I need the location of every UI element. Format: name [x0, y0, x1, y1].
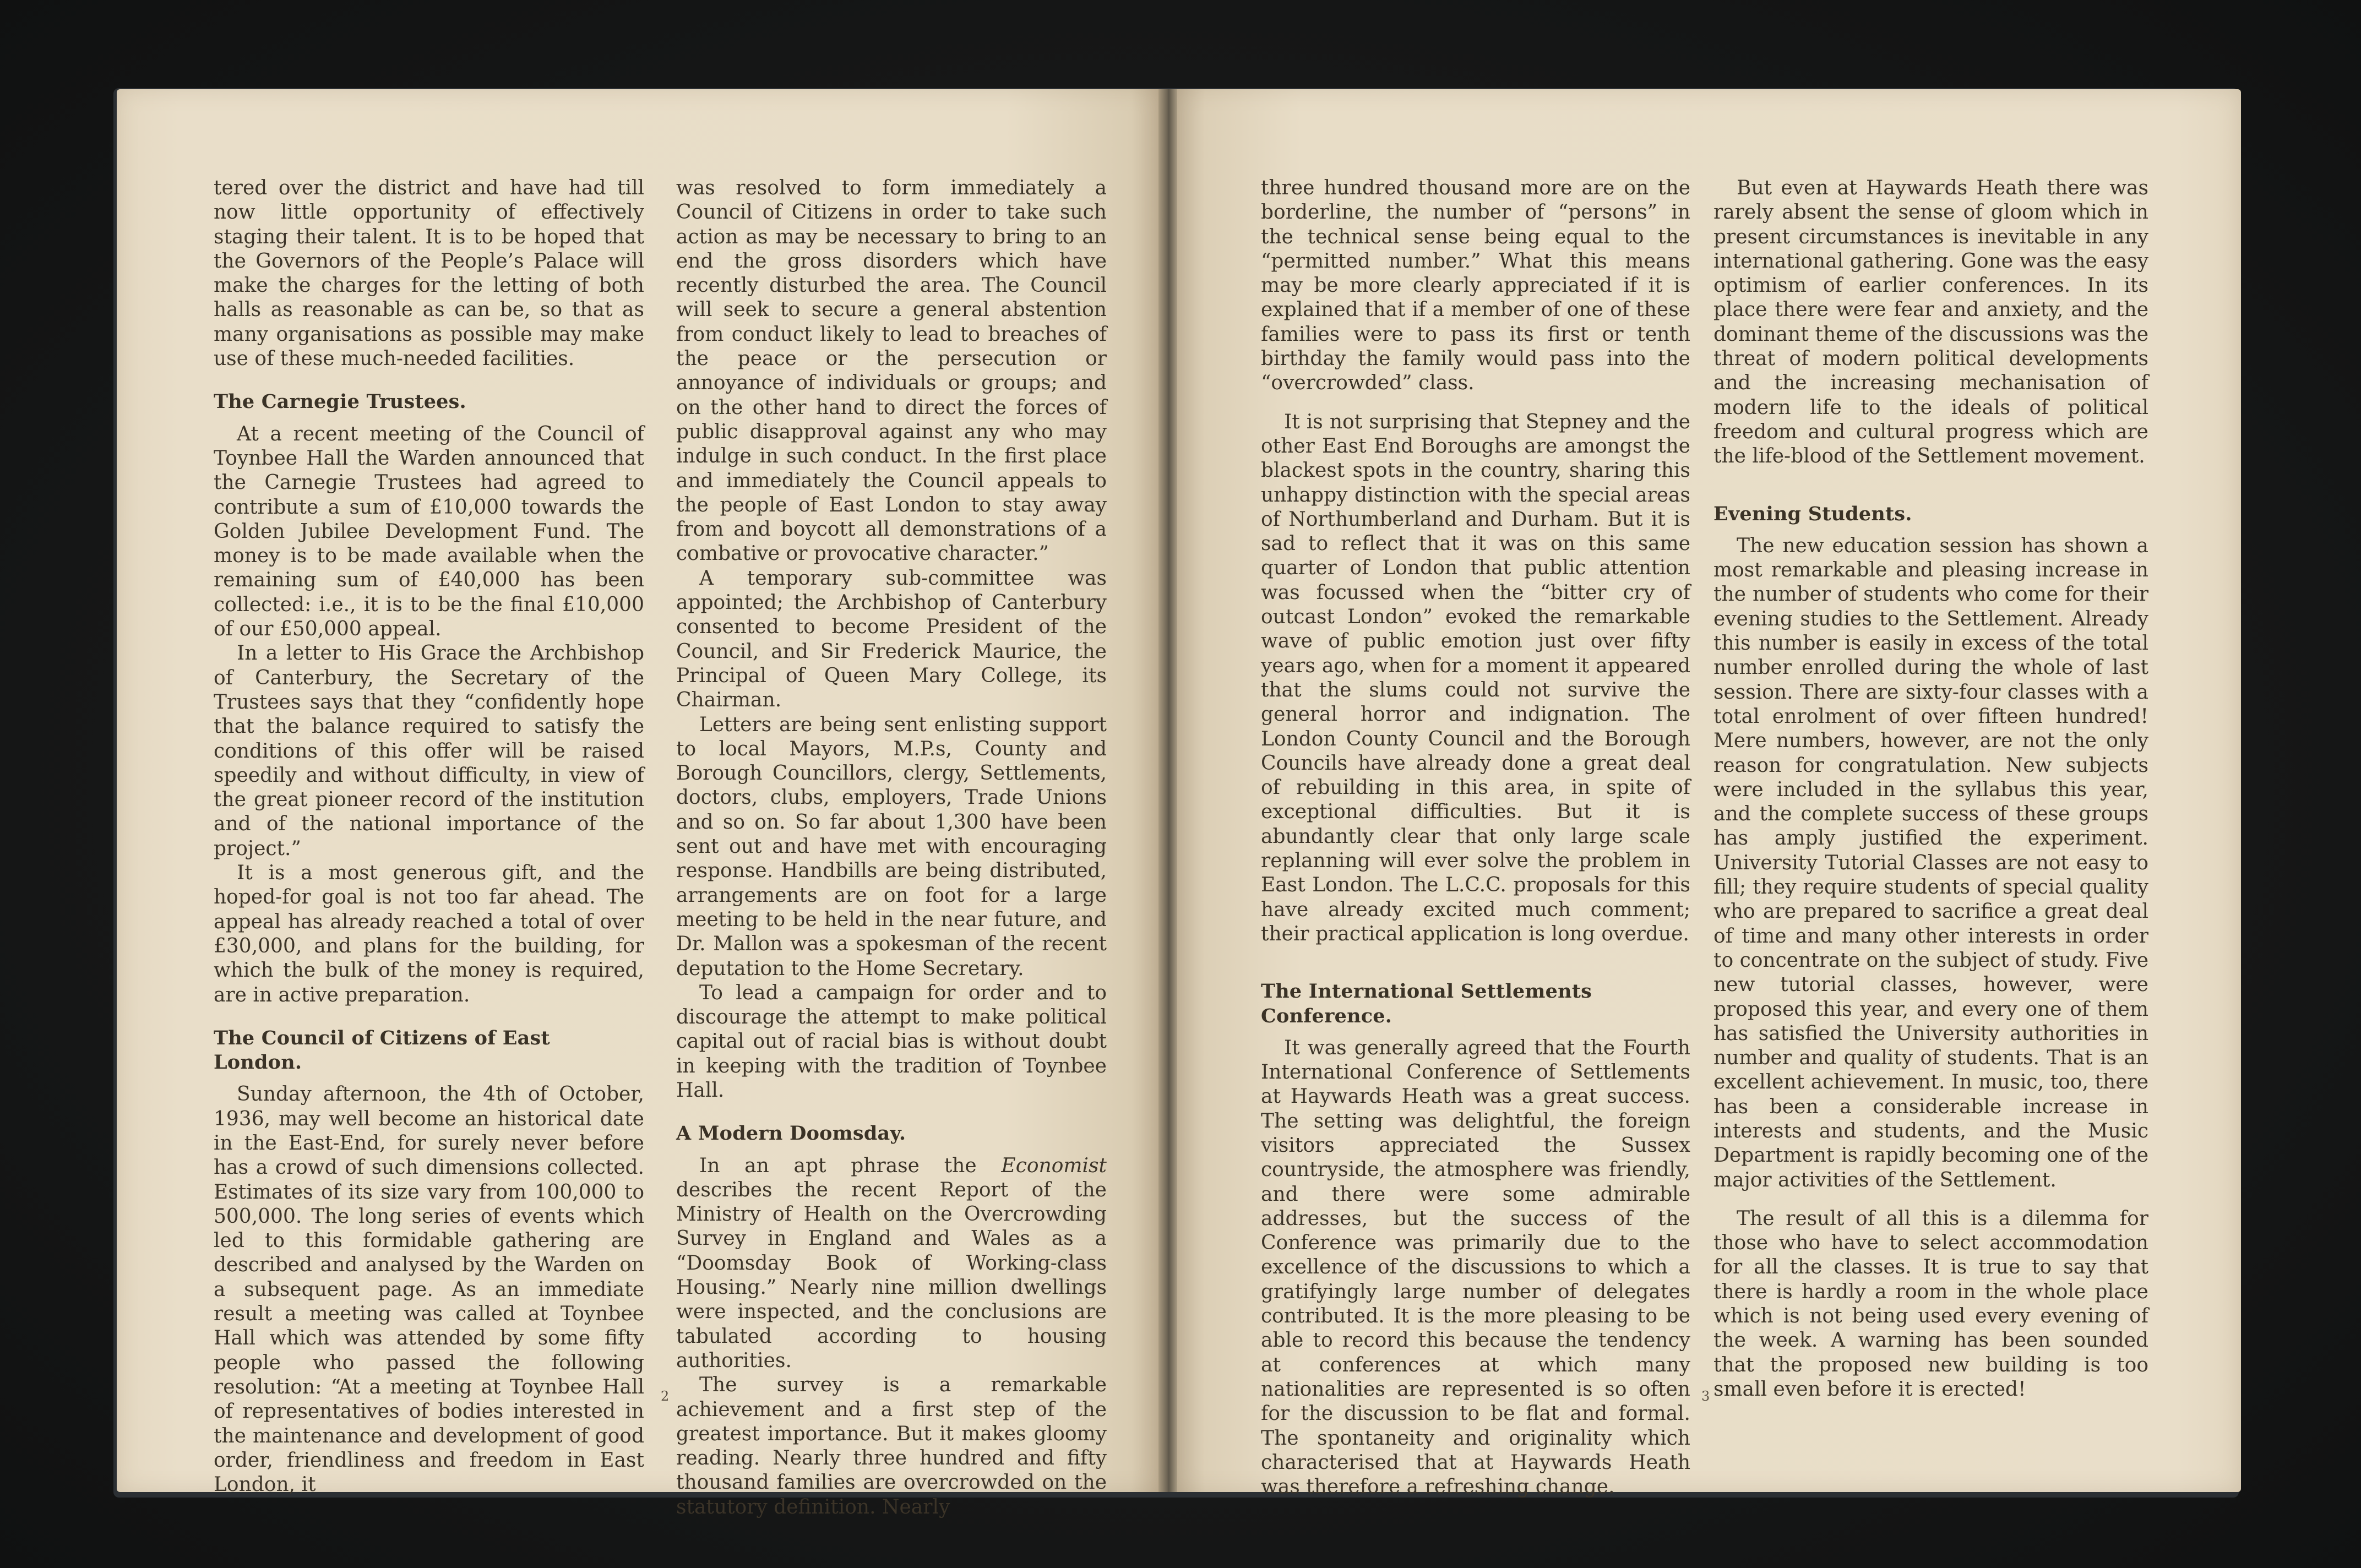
page-number-left: 2	[661, 1389, 670, 1404]
paragraph: The new education session has shown a most remarkable and pleasing increase in the number of students who come for their evening studies to the Settlement. Already this number is easily in excess of the total number enrolled during the whole of last session. There are sixty-four classes with a total enrolment of over fifteen hundred! Mere numbers, however, are not the only reason for congratulation. New subjects were included in the syllabus this year, and the complete success of these groups has amply justified the experiment. University Tutorial Classes are not easy to fill; they require students of special quality who are prepared to sacrifice a great deal of time and many other interests in order to concentrate on the subject of study. Five new tutorial classes, however, were proposed this year, and every one of them has satisfied the University authorities in number and quality of students. That is an excellent achievement. In music, too, there has been a considerable increase in interests and students, and the Music Department is rapidly becoming one of the major activities of the Settlement.	[1713, 534, 2148, 1191]
left-page-column-2	[676, 176, 1107, 1520]
paragraph: It was generally agreed that the Fourth International Conference of Settlements at Haywards Heath was a great success. The setting was delightful, the foreign visitors appreciated the Sussex countryside, the atmosphere was friendly, and there were some admirable addresses, but the success of the Conference was primarily due to the excellence of the discussions to which a gratifyingly large number of delegates contributed. It is the more pleasing to be able to record this because the tendency at conferences at which many nationalities are represented is so often for the discussion to be flat and formal. The spontaneity and originality which characterised that at Haywards Heath was therefore a refreshing change.	[1261, 1036, 1690, 1499]
paragraph: three hundred thousand more are on the borderline, the number of “persons” in the technical sense being equal to the “permitted number.” What this means may be more clearly appreciated if it is explained that if a member of one of these families were to pass its first or tenth birthday the family would pass into the “overcrowded” class.	[1261, 177, 1690, 395]
paragraph: was resolved to form immediately a Council of Citizens in order to take such action as may be necessary to bring to an end the gross disorders which have recently disturbed the area. The Council will seek to secure a general abstention from conduct likely to lead to breaches of the peace or the persecution or annoyance of individuals or groups; and on the other hand to direct the forces of public disapproval against any who may indulge in such conduct. In the first place and immediately the Council appeals to the people of East London to stay away from and boycott all demonstrations of a combative or provocative character.”	[676, 177, 1107, 565]
paragraph: In a letter to His Grace the Archbishop of Canterbury, the Secretary of the Trustees says that they “confidently hope that the balance required to satisfy the conditions of this offer will be raised speedily and without difficulty, in view of the great pioneer record of the institution and of the national importance of the project.”	[214, 642, 644, 860]
left-page-column-1	[214, 176, 644, 1497]
paragraph: tered over the district and have had till now little opportunity of effectively staging their talent. It is to be hoped that the Governors of the People’s Palace will make the charges for the letting of both halls as reasonable as can be, so that as many organisations as possible may make use of these much-needed facilities.	[214, 177, 644, 371]
right-page-column-2	[1713, 176, 2148, 1402]
text-run: In an apt phrase the	[699, 1154, 1002, 1177]
section-heading-modern-doomsday: A Modern Doomsday.	[676, 1122, 906, 1145]
paragraph	[676, 1154, 1107, 1374]
section-heading-carnegie-trustees: The Carnegie Trustees.	[214, 390, 466, 413]
paragraph: Letters are being sent enlisting support to local Mayors, M.P.s, County and Borough Councillors, clergy, Settlements, doctors, clubs, employers, Trade Unions and so on. So far about 1,300 have been sent out and have met with encouraging response. Handbills are being distributed, arrangements are on foot for a large meeting to be held in the near future, and Dr. Mallon was a spokesman of the recent deputation to the Home Secretary.	[676, 713, 1107, 980]
paragraph: It is a most generous gift, and the hoped-for goal is not too far ahead. The appeal has already reached a total of over £30,000, and plans for the building, for which the bulk of the money is required, are in active preparation.	[214, 862, 644, 1006]
paragraph: The result of all this is a dilemma for those who have to select accommodation for all the classes. It is true to say that there is hardly a room in the whole place which is not being used every evening of the week. A warning has been sounded that the proposed new building is too small even before it is erected!	[1713, 1207, 2148, 1401]
paragraph: To lead a campaign for order and to discourage the attempt to make political capital out of racial bias is without doubt in keeping with the tradition of Toynbee Hall.	[676, 981, 1107, 1102]
section-heading-international-settlements-conference: The International Settlements Conference.	[1261, 980, 1592, 1027]
publication-title: Economist	[1001, 1154, 1107, 1177]
page-number-right: 3	[1701, 1389, 1710, 1404]
section-heading-council-of-citizens: The Council of Citizens of East London.	[214, 1026, 550, 1074]
paragraph: But even at Haywards Heath there was rarely absent the sense of gloom which in present circumstances is inevitable in any international gathering. Gone was the easy optimism of earlier conferences. In its place there were fear and anxiety, and the dominant theme of the discussions was the threat of modern political developments and the increasing mechanisation of modern life to the ideals of political freedom and cultural progress which are the life-blood of the Settlement movement.	[1713, 177, 2148, 468]
paragraph: Sunday afternoon, the 4th of October, 1936, may well become an historical date in the East-End, for surely never before has a crowd of such dimensions collected. Estimates of its size vary from 100,000 to 500,000. The long series of events which led to this formidable gathering are described and analysed by the Warden on a subsequent page. As an immediate result a meeting was called at Toynbee Hall which was attended by some fifty people who passed the following resolution: “At a meeting at Toynbee Hall of representatives of bodies interested in the maintenance and development of good order, friendliness and freedom in East London, it	[214, 1083, 644, 1496]
paragraph: The survey is a remarkable achievement and a first step of the greatest importance. But it makes gloomy reading. Nearly three hundred and fifty thousand families are overcrowded on the statutory definition. Nearly	[676, 1374, 1107, 1518]
text-run: describes the recent Report of the Ministry of Health on the Overcrowding Survey in England and Wales as a “Doomsday Book of Working-class Housing.” Nearly nine million dwellings were inspected, and the conclusions are tabulated according to housing authorities.	[676, 1178, 1107, 1372]
booklet-spine-gutter	[1158, 89, 1177, 1492]
right-page-column-1	[1261, 176, 1690, 1499]
paragraph: At a recent meeting of the Council of Toynbee Hall the Warden announced that the Carnegie Trustees had agreed to contribute a sum of £10,000 towards the Golden Jubilee Development Fund. The money is to be made available when the remaining sum of £40,000 has been collected: i.e., it is to be the final £10,000 of our £50,000 appeal.	[214, 422, 644, 641]
paragraph: It is not surprising that Stepney and the other East End Boroughs are amongst the blackest spots in the country, sharing this unhappy distinction with the special areas of Northumberland and Durham. But it is sad to reflect that it was on this same quarter of London that public attention was focussed when the “bitter cry of outcast London” evoked the remarkable wave of public emotion just over fifty years ago, when for a moment it appeared that the slums could not survive the general horror and indignation. The London County Council and the Borough Councils have already done a great deal of rebuilding in this area, in spite of exceptional difficulties. But it is abundantly clear that only large scale replanning will ever solve the problem in East London. The L.C.C. proposals for this have already excited much comment; their practical application is long overdue.	[1261, 410, 1690, 945]
section-heading-evening-students: Evening Students.	[1713, 502, 1912, 525]
paragraph: A temporary sub-committee was appointed; the Archbishop of Canterbury consented to become President of the Council, and Sir Frederick Maurice, the Principal of Queen Mary College, its Chairman.	[676, 567, 1107, 712]
